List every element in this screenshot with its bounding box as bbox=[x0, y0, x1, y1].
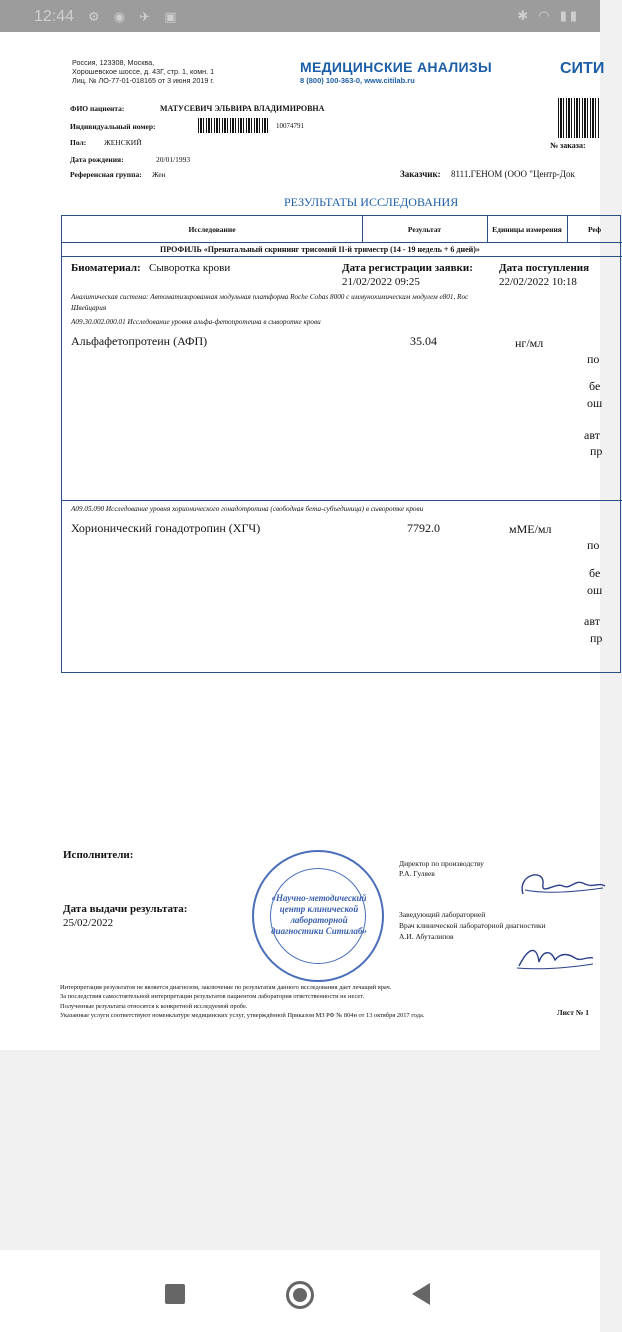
analytic-system: Аналитическая система: Автоматизированная модульная платформа Roche Cobas 8000 с иммунохимическим модулем e801, Roc bbox=[71, 293, 469, 301]
issue-date-label: Дата выдачи результата: bbox=[63, 903, 188, 915]
director-title: Директор по производству bbox=[399, 859, 484, 868]
reg-date: 21/02/2022 09:25 bbox=[342, 276, 420, 288]
home-icon[interactable] bbox=[286, 1281, 314, 1309]
analytic-country: Швейцария bbox=[71, 304, 107, 312]
head-name: А.И. Абуталипов bbox=[399, 932, 454, 941]
profile-title: ПРОФИЛЬ «Пренатальный скрининг трисомий II-й триместр (14 - 19 недель + 6 дней)» bbox=[160, 245, 480, 254]
patient-name-label: ФИО пациента: bbox=[70, 104, 125, 113]
patient-id-barcode bbox=[198, 118, 268, 133]
col-header-test: Исследование bbox=[188, 224, 236, 234]
biomaterial-value: Сыворотка крови bbox=[149, 262, 231, 274]
col-header-result: Результат bbox=[407, 224, 442, 234]
test-ref-line: авт bbox=[584, 614, 600, 628]
patient-sex-label: Пол: bbox=[70, 138, 87, 147]
ref-group-label: Референсная группа: bbox=[70, 170, 142, 179]
patient-id: 10074791 bbox=[276, 122, 304, 130]
test-ref-line: пр bbox=[590, 631, 603, 645]
order-barcode bbox=[558, 98, 600, 138]
patient-dob-label: Дата рождения: bbox=[70, 155, 124, 164]
android-nav-bar bbox=[0, 1250, 600, 1332]
col-header-ref: Реф bbox=[587, 224, 602, 234]
test-ref-line: авт bbox=[584, 428, 600, 442]
table-header bbox=[62, 216, 622, 243]
patient-name: МАТУСЕВИЧ ЭЛЬВИРА ВЛАДИМИРОВНА bbox=[160, 104, 325, 113]
head-title-2: Врач клинической лабораторной диагностики bbox=[399, 921, 546, 930]
receipt-date: 22/02/2022 10:18 bbox=[499, 276, 577, 288]
order-number-label: № заказа: bbox=[550, 141, 586, 150]
reg-date-label: Дата регистрации заявки: bbox=[342, 262, 473, 274]
biomaterial-label: Биоматериал: bbox=[71, 262, 141, 274]
footer-notes: Интерпретация результатов не является диагнозом, заключение по результатам данного исследования дает лечащий врач. За последствия самостоятельной интерпретации результатов пациентом лаборатория ответственности не несет. Полученные результаты относятся к конкретной исследуемой пробе. Указанные услуги соответствуют номенклатуре медицинских услуг, утверждённой Приказом МЗ РФ № 804н от 13 октября 2017 года. bbox=[60, 984, 425, 1020]
test-result: 7792.0 bbox=[407, 521, 440, 535]
test-ref-line: по bbox=[587, 352, 600, 366]
status-time: 12:44 bbox=[34, 8, 75, 25]
status-notification-icons: ⚙ ◉ ✈ ▣ bbox=[88, 10, 182, 25]
status-bar bbox=[0, 0, 600, 32]
performers-label: Исполнители: bbox=[63, 849, 134, 861]
test-result: 35.04 bbox=[410, 334, 437, 348]
ref-group: Жен bbox=[152, 170, 166, 179]
patient-sex: ЖЕНСКИЙ bbox=[104, 138, 142, 147]
back-icon[interactable] bbox=[412, 1283, 430, 1305]
director-name: Р.А. Гуляев bbox=[399, 869, 435, 878]
head-signature bbox=[515, 940, 595, 974]
recents-icon[interactable] bbox=[165, 1284, 185, 1304]
director-signature bbox=[515, 864, 605, 904]
test-code: А09.05.090 Исследование уровня хорионического гонадотропина (свободная бета-субъединица) в сыворотке крови bbox=[71, 505, 424, 513]
test-ref-line: по bbox=[587, 538, 600, 552]
patient-dob: 20/01/1993 bbox=[156, 155, 191, 164]
lab-stamp bbox=[252, 850, 384, 982]
col-header-units: Единицы измерения bbox=[492, 224, 562, 234]
test-ref-line: ош bbox=[587, 583, 603, 597]
test-name: Хорионический гонадотропин (ХГЧ) bbox=[71, 521, 261, 535]
test-ref-line: бе bbox=[589, 566, 601, 580]
test-units: мМЕ/мл bbox=[509, 522, 552, 536]
test-ref-line: бе bbox=[589, 379, 601, 393]
results-title: РЕЗУЛЬТАТЫ ИССЛЕДОВАНИЯ bbox=[284, 195, 459, 209]
test-ref-line: ош bbox=[587, 396, 603, 410]
head-title-1: Заведующий лабораторией bbox=[399, 910, 486, 919]
issue-date: 25/02/2022 bbox=[63, 917, 114, 929]
lab-title: МЕДИЦИНСКИЕ АНАЛИЗЫ bbox=[300, 59, 492, 75]
patient-id-label: Индивидуальный номер: bbox=[70, 122, 156, 131]
lab-address: Россия, 123308, Москва, Хорошевское шоссе, д. 43Г, стр. 1, комн. 1 Лиц. № ЛО-77-01-018165 от 3 июня 2019 г. bbox=[72, 58, 215, 85]
results-table bbox=[61, 215, 621, 673]
customer-label: Заказчик: bbox=[400, 169, 441, 179]
sheet-number: Лист № 1 bbox=[557, 1008, 589, 1017]
test-ref-line: пр bbox=[590, 444, 603, 458]
brand-logo-text: СИТИ bbox=[560, 60, 605, 77]
receipt-date-label: Дата поступления bbox=[499, 262, 590, 274]
test-units: нг/мл bbox=[515, 336, 544, 350]
test-code: А09.30.002.000.01 Исследование уровня альфа-фетопротеина в сыворотке крови bbox=[71, 318, 321, 326]
lab-report-document[interactable] bbox=[0, 32, 605, 1050]
test-name: Альфафетопротеин (АФП) bbox=[71, 334, 208, 348]
customer-value: 8111.ГЕНОМ (ООО "Центр-Док bbox=[451, 169, 575, 179]
status-system-icons: ✱ ◠ ▮▮ bbox=[517, 9, 580, 24]
lab-phone: 8 (800) 100-363-0, www.citilab.ru bbox=[300, 76, 415, 85]
stamp-text: «Научно-методический центр клинической лабораторной диагностики Ситилаб» bbox=[271, 893, 367, 936]
